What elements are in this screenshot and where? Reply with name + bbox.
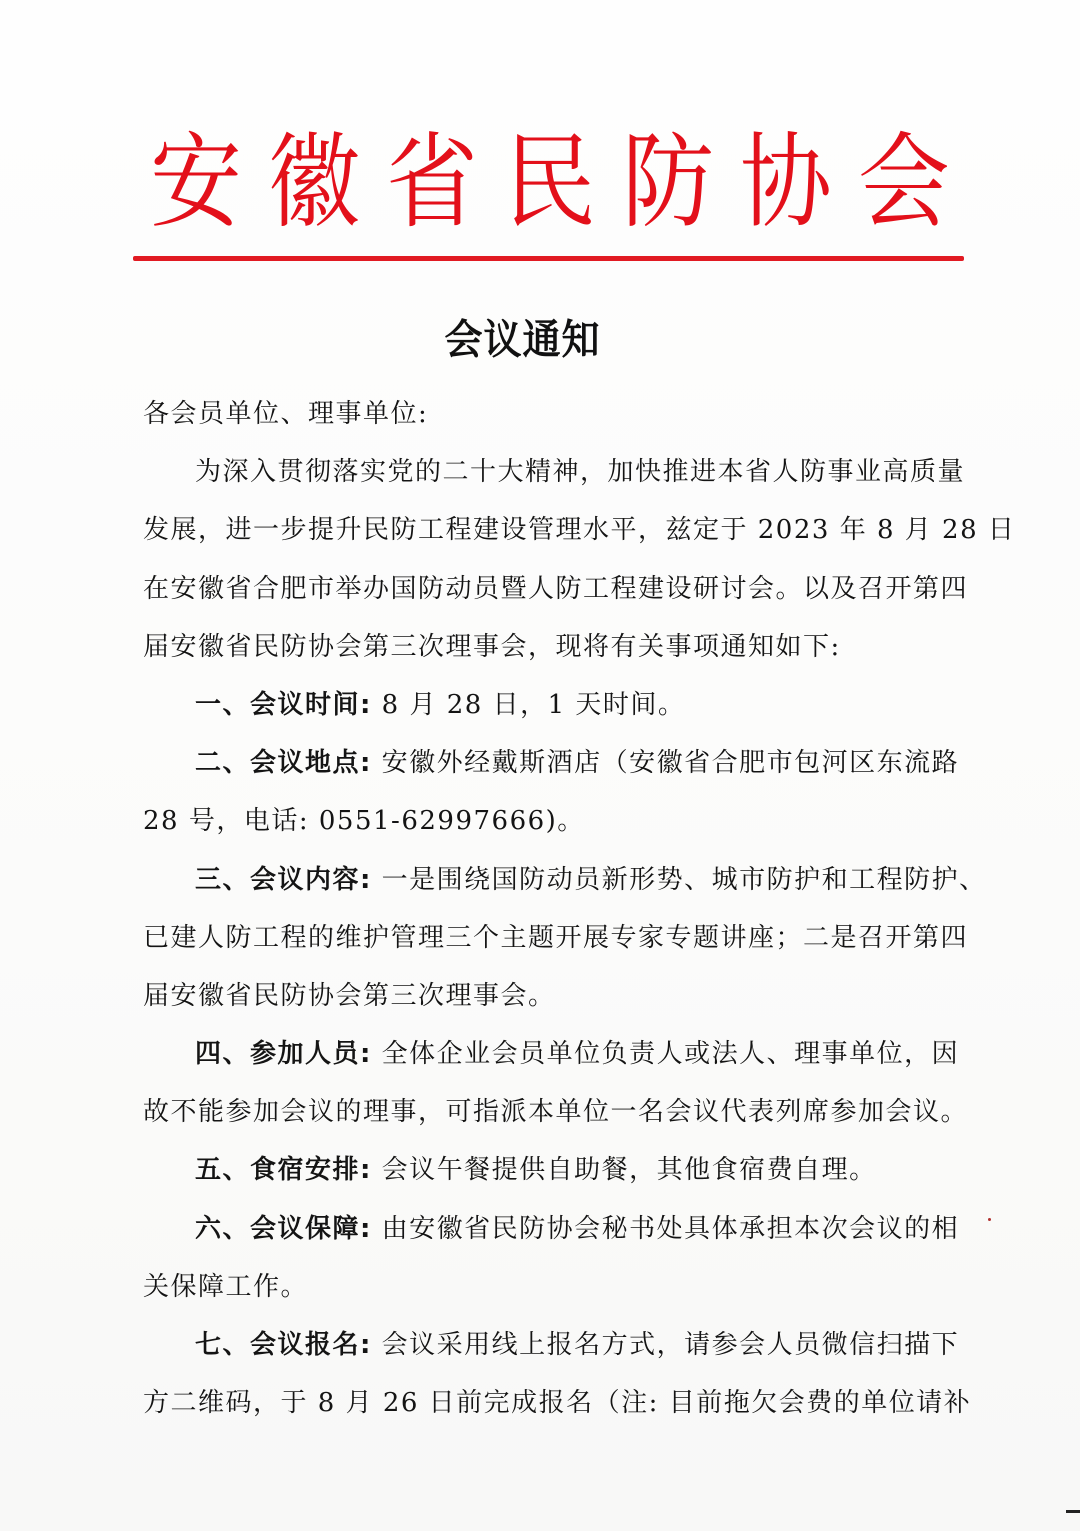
- letterhead-char: 会: [857, 122, 950, 243]
- section-registration: [143, 1316, 960, 1374]
- intro-line: 届安徽省民防协会第三次理事会，现将有关事项通知如下:: [143, 631, 841, 662]
- section-text: 会议采用线上报名方式，请参会人员微信扫描下: [371, 1330, 960, 1360]
- section-text: 会议午餐提供自助餐，其他食宿费自理。: [371, 1155, 877, 1186]
- section-text-continued: 28 号，电话: 0551-62997666)。: [143, 806, 585, 837]
- letterhead-char: 省: [385, 122, 478, 243]
- section-support: [143, 1200, 960, 1258]
- section-heading: 七、会议报名:: [195, 1330, 372, 1360]
- section-text: 一是围绕国防动员新形势、城市防护和工程防护、: [371, 864, 987, 895]
- section-heading: 五、食宿安排:: [195, 1155, 372, 1186]
- scan-speck: [988, 1218, 991, 1221]
- intro-line: 在安徽省合肥市举办国防动员暨人防工程建设研讨会。以及召开第四: [143, 573, 969, 604]
- section-heading: 六、会议保障:: [195, 1213, 372, 1244]
- intro-line: 发展，进一步提升民防工程建设管理水平，兹定于 2023 年 8 月 28 日: [143, 515, 1016, 546]
- section-text-continued: 届安徽省民防协会第三次理事会。: [143, 980, 556, 1011]
- section-heading: 四、参加人员:: [195, 1039, 372, 1070]
- section-heading: 一、会议时间:: [195, 689, 372, 720]
- section-text-continued: 关保障工作。: [143, 1271, 309, 1302]
- letterhead-red-divider: [133, 256, 964, 261]
- section-text-continued: 已建人防工程的维护管理三个主题开展专家专题讲座；二是召开第四: [143, 922, 969, 953]
- section-heading: 三、会议内容:: [195, 864, 372, 895]
- section-text: 由安徽省民防协会秘书处具体承担本次会议的相: [371, 1213, 960, 1244]
- intro-line: 为深入贯彻落实党的二十大精神，加快推进本省人防事业高质量: [195, 457, 966, 488]
- section-meeting-location: [143, 734, 960, 792]
- section-text: 8 月 28 日，1 天时间。: [371, 689, 686, 720]
- section-accommodation: [143, 1141, 913, 1199]
- letterhead-char: 防: [621, 122, 714, 243]
- notice-body: [143, 385, 1016, 1432]
- section-meeting-time: [143, 676, 913, 734]
- letterhead-char: 徽: [267, 122, 360, 243]
- letterhead-org-name: [150, 118, 950, 248]
- section-heading: 二、会议地点:: [195, 748, 372, 779]
- section-meeting-content: [143, 851, 987, 909]
- letterhead-char: 民: [503, 122, 596, 243]
- salutation: 各会员单位、理事单位:: [143, 399, 429, 429]
- section-text: 全体企业会员单位负责人或法人、理事单位，因: [371, 1039, 960, 1070]
- section-text-continued: 方二维码，于 8 月 26 日前完成报名（注: 目前拖欠会费的单位请补: [143, 1388, 972, 1419]
- document-title: 会议通知: [444, 315, 601, 364]
- letterhead-char: 安: [150, 122, 243, 243]
- section-attendees: [143, 1025, 960, 1083]
- section-text: 安徽外经戴斯酒店（安徽省合肥市包河区东流路: [371, 748, 960, 779]
- letterhead-char: 协: [739, 122, 832, 243]
- scan-edge-mark: [1066, 1510, 1080, 1513]
- section-text-continued: 故不能参加会议的理事，可指派本单位一名会议代表列席参加会议。: [143, 1097, 969, 1128]
